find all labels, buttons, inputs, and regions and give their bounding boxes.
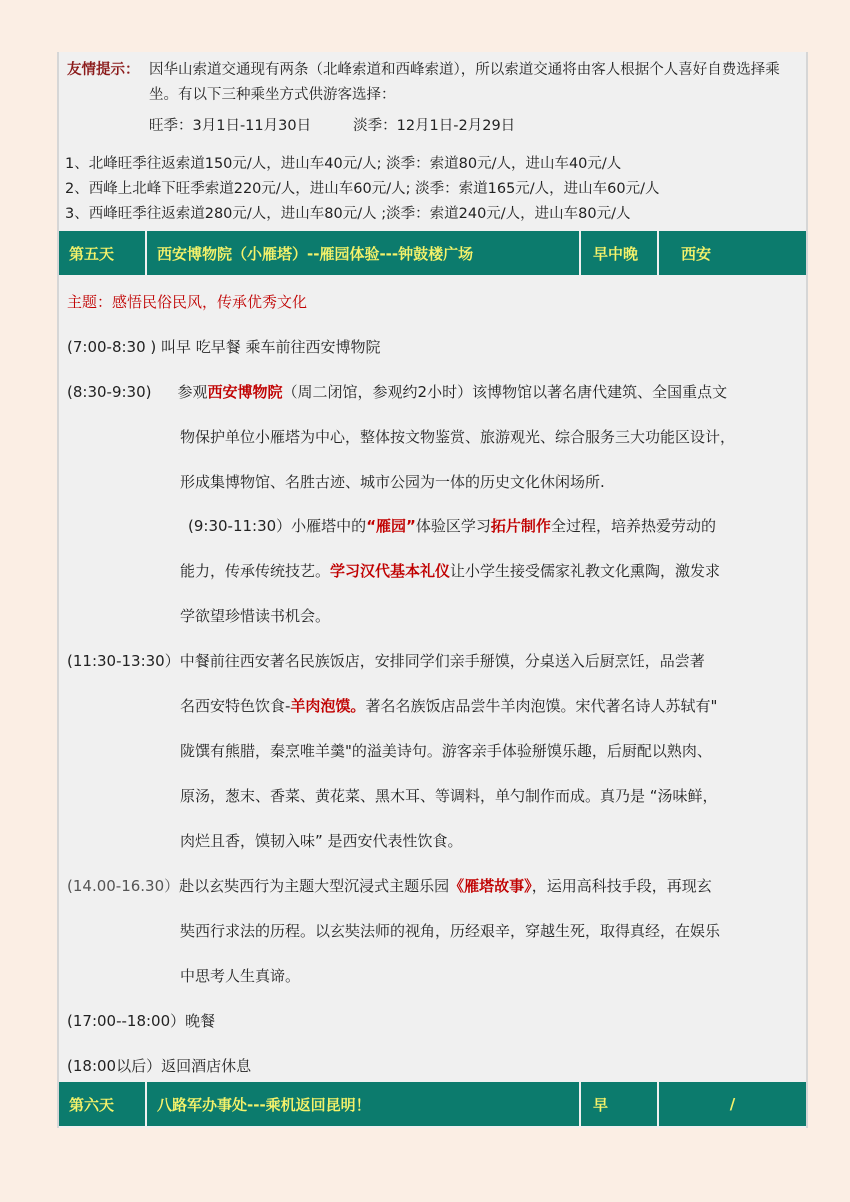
day5-header bbox=[59, 231, 806, 275]
cable-car-prices bbox=[65, 152, 660, 227]
day5-stay: 西安 bbox=[681, 244, 712, 263]
schedule-yanyuan-line-3: 学欲望珍惜读书机会。 bbox=[180, 607, 331, 625]
price-line-1: 1、北峰旺季往返索道150元/人，进山车40元/人; 淡季：索道80元/人，进山车40元/人 bbox=[65, 156, 622, 172]
day6-header bbox=[59, 1082, 806, 1126]
schedule-yanyuan-line-1: (9:30-11:30）小雁塔中的“雁园”体验区学习拓片制作全过程，培养热爱劳动的 bbox=[188, 517, 716, 535]
schedule-lunch-line-3: 陇馔有熊腊，秦烹唯羊羹"的溢美诗句。游客亲手体验掰馍乐趣，后厨配以熟肉、 bbox=[180, 742, 712, 760]
schedule-lunch-line-4: 原汤，葱末、香菜、黄花菜、黑木耳、等调料，单勺制作而成。真乃是 “汤味鲜， bbox=[180, 787, 718, 805]
price-line-3: 3、西峰旺季往返索道280元/人，进山车80元/人 ;淡季：索道240元/人，进山车80元/人 bbox=[65, 206, 631, 222]
theme-line: 主题：感悟民俗民风，传承优秀文化 bbox=[67, 293, 308, 311]
day6-label: 第六天 bbox=[59, 1082, 147, 1126]
itinerary-sheet bbox=[57, 52, 808, 1128]
peak-season: 旺季：3月1日-11月30日 bbox=[149, 118, 312, 134]
schedule-museum-line-2: 物保护单位小雁塔为中心，整体按文物鉴赏、旅游观光、综合服务三大功能区设计， bbox=[180, 428, 736, 446]
tip-label: 友情提示： bbox=[67, 62, 140, 78]
schedule-dinner: (17:00--18:00）晚餐 bbox=[67, 1012, 216, 1030]
schedule-museum-line-1: (8:30-9:30) 参观西安博物院（周二闭馆，参观约2小时）该博物馆以著名唐代建筑、全国重点文 bbox=[67, 383, 728, 401]
day6-stay: / bbox=[729, 1095, 736, 1113]
day6-meals: 早 bbox=[581, 1082, 659, 1126]
day6-route: 八路军办事处---乘机返回昆明！ bbox=[147, 1082, 581, 1126]
schedule-lunch-line-5: 肉烂且香，馍韧入味” 是西安代表性饮食。 bbox=[180, 832, 463, 850]
season-dates bbox=[149, 114, 802, 139]
schedule-museum-line-3: 形成集博物馆、名胜古迹、城市公园为一体的历史文化休闲场所. bbox=[180, 473, 605, 491]
schedule-lunch-line-2: 名西安特色饮食-羊肉泡馍。著名名族饭店品尝牛羊肉泡馍。宋代著名诗人苏轼有" bbox=[180, 697, 718, 715]
friendly-tip bbox=[67, 58, 802, 139]
schedule-wakeup: (7:00-8:30 ) 叫早 吃早餐 乘车前往西安博物院 bbox=[67, 338, 381, 356]
schedule-theme-park-line-3: 中思考人生真谛。 bbox=[180, 967, 301, 985]
day5-meals: 早中晚 bbox=[581, 231, 659, 275]
schedule-theme-park-line-2: 奘西行求法的历程。以玄奘法师的视角，历经艰辛，穿越生死，取得真经，在娱乐 bbox=[180, 922, 721, 940]
off-season: 淡季：12月1日-2月29日 bbox=[353, 118, 516, 134]
schedule-theme-park-line-1: (14.00-16.30）赴以玄奘西行为主题大型沉浸式主题乐园《雁塔故事》，运用高科技手段，再现玄 bbox=[67, 877, 712, 895]
day5-route: 西安博物院（小雁塔）--雁园体验---钟鼓楼广场 bbox=[147, 231, 581, 275]
day5-label: 第五天 bbox=[59, 231, 147, 275]
schedule-lunch-line-1: (11:30-13:30）中餐前往西安著名民族饭店，安排同学们亲手掰馍，分桌送入后厨烹饪，品尝著 bbox=[67, 652, 705, 670]
tip-text: 因华山索道交通现有两条（北峰索道和西峰索道），所以索道交通将由客人根据个人喜好自费选择乘坐。有以下三种乘坐方式供游客选择： bbox=[149, 62, 780, 103]
price-line-2: 2、西峰上北峰下旺季索道220元/人，进山车60元/人; 淡季：索道165元/人，进山车60元/人 bbox=[65, 181, 660, 197]
schedule-yanyuan-line-2: 能力，传承传统技艺。学习汉代基本礼仪让小学生接受儒家礼教文化熏陶，激发求 bbox=[180, 562, 721, 580]
schedule-hotel: (18:00以后）返回酒店休息 bbox=[67, 1057, 252, 1075]
